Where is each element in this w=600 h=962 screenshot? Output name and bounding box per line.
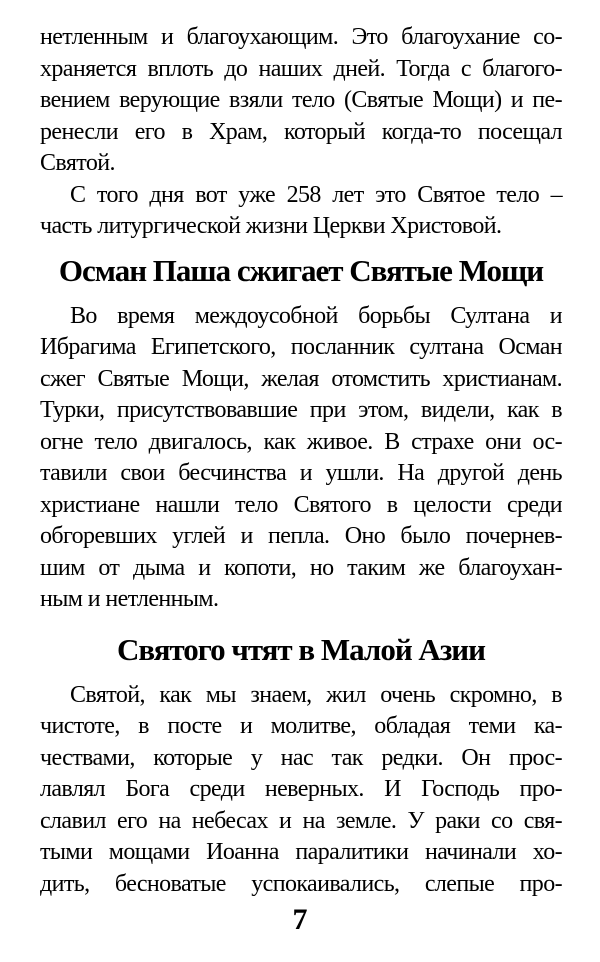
text-line: Турки, присутствовавшие при этом, видели, как в bbox=[40, 397, 562, 423]
text-line: обгоревших углей и пепла. Оно было почернев- bbox=[40, 523, 562, 549]
text-line: дить, бесноватые успокаивались, слепые про- bbox=[40, 870, 562, 897]
paragraph-258-years bbox=[40, 180, 562, 243]
text-line: чистоте, в посте и молитве, обладая теми ка- bbox=[40, 713, 562, 739]
text-line: вением верующие взяли тело (Святые Мощи) и пе- bbox=[40, 87, 562, 113]
text-line: сжег Святые Мощи, желая отомстить христианам. bbox=[40, 365, 562, 392]
text-line: Святой. bbox=[40, 150, 115, 176]
text-line: часть литургической жизни Церкви Христовой. bbox=[40, 213, 502, 239]
text-line: ным и нетленным. bbox=[40, 586, 219, 612]
text-line: С того дня вот уже 258 лет это Святое тело – bbox=[70, 181, 562, 208]
text-line: чествами, которые у нас так редки. Он прос- bbox=[40, 744, 562, 771]
text-line: христиане нашли тело Святого в целости среди bbox=[40, 491, 562, 518]
text-line: лавлял Бога среди неверных. И Господь про- bbox=[40, 776, 562, 802]
text-line: Святой, как мы знаем, жил очень скромно, в bbox=[70, 681, 562, 708]
text-line: нетленным и благоухающим. Это благоухание со- bbox=[40, 24, 562, 50]
section-heading-osman-pasha: Осман Паша сжигает Святые Мощи bbox=[58, 252, 544, 288]
page-number: 7 bbox=[292, 903, 308, 936]
text-line: храняется вплоть до наших дней. Тогда с благого- bbox=[40, 55, 562, 82]
text-line: славил его на небесах и на земле. У раки со свя- bbox=[40, 807, 562, 834]
text-line: огне тело двигалось, как живое. В страхе они ос- bbox=[40, 428, 562, 455]
text-line: шим от дыма и копоти, но таким же благоухан- bbox=[40, 554, 562, 581]
text-line: ренесли его в Храм, который когда-то посещал bbox=[40, 118, 562, 145]
text-line: тыми мощами Иоанна паралитики начинали хо- bbox=[40, 839, 562, 865]
section-heading-asia-minor: Святого чтят в Малой Азии bbox=[116, 631, 485, 667]
paragraph-continuation bbox=[40, 22, 562, 180]
page-body bbox=[40, 22, 562, 900]
paragraph-osman-pasha bbox=[40, 301, 562, 616]
text-line: Во время междоусобной борьбы Султана и bbox=[70, 302, 562, 329]
text-line: Ибрагима Египетского, посланник султана Осман bbox=[40, 334, 562, 360]
paragraph-asia-minor bbox=[40, 680, 562, 901]
text-line: тавили свои бесчинства и ушли. На другой день bbox=[40, 460, 562, 486]
